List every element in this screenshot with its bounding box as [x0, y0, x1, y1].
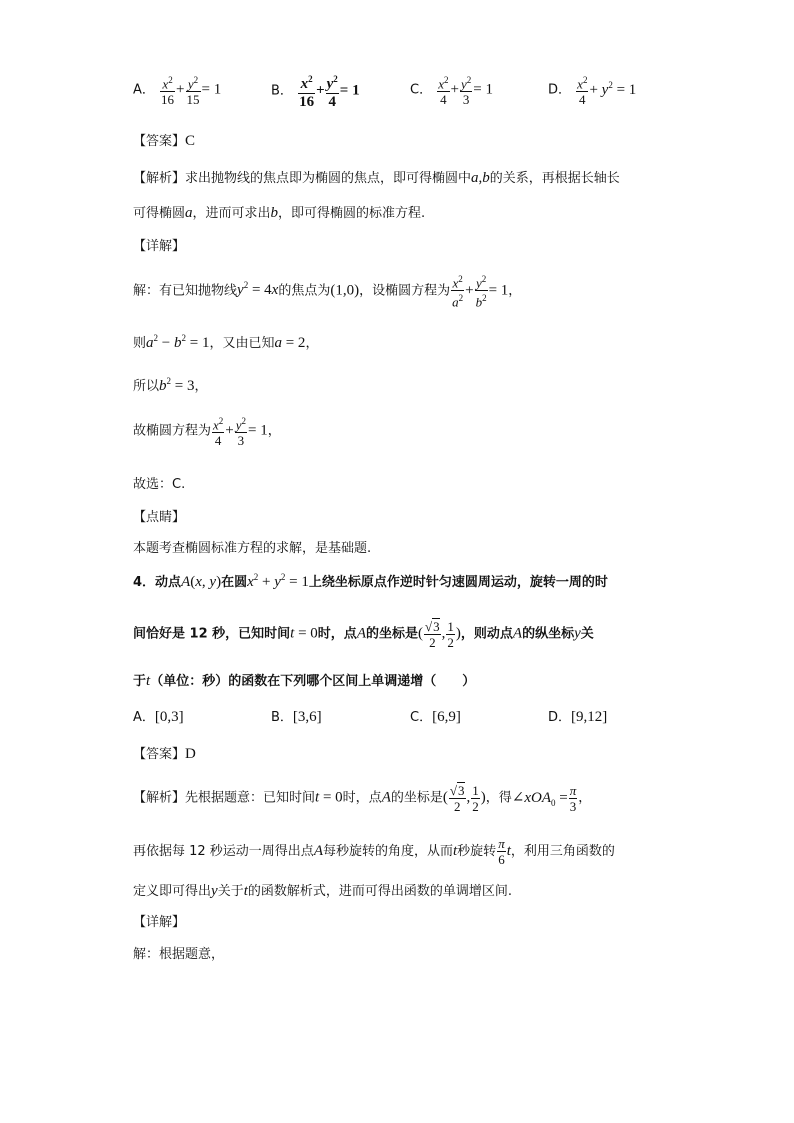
- text: （单位：秒）的函数在下列哪个区间上单调递增（ ）: [150, 674, 476, 689]
- text: 关于: [217, 884, 244, 899]
- text: ，: [194, 379, 208, 394]
- text: 动点: [155, 575, 182, 590]
- text: 再依据每 12 秒运动一周得出点: [133, 844, 314, 859]
- text: 秒旋转: [457, 844, 497, 859]
- q3-answer: [133, 130, 195, 150]
- math-frac: $\frac{√3}{2}$: [425, 619, 440, 650]
- q3-detail-tag: 【详解】: [133, 239, 186, 254]
- q3-option-a: A． $\frac{x^2}{16}$ + $\frac{y^2}{15}$ = 1: [133, 75, 222, 108]
- q4-option-d: [548, 706, 607, 726]
- math-frac: $\frac{x^2}{16}$: [298, 71, 315, 111]
- q4-analysis-line1: 【解析】先根据题意：已知时间t = 0时，点A的坐标是( $\frac{√3}{2}$ , $\frac{1}{2}$ )，得∠xOA$_0$ = $\frac{\pi}{3}$ ，: [133, 782, 592, 814]
- math-frac: $\frac{x^2}{a^2}$: [452, 274, 464, 310]
- math-frac: $\frac{x^2}{4}$: [213, 416, 224, 449]
- option-value: [3,6]: [292, 709, 322, 725]
- text: 故椭圆方程为: [133, 423, 212, 439]
- text: 先根据题意：已知时间: [185, 790, 316, 806]
- q4-stem-line2: 间恰好是 12 秒，已知时间t = 0时，点A的坐标是( $\frac{√3}{2}$ , $\frac{1}{2}$ )，则动点A的纵坐标y关: [133, 618, 594, 650]
- math-frac: $\frac{1}{2}$: [447, 618, 454, 650]
- answer-tag: 【答案】: [133, 134, 186, 149]
- q4-option-c: [410, 706, 461, 726]
- q4-analysis-line2: 再依据每 12 秒运动一周得出点A每秒旋转的角度，从而t秒旋转 $\frac{\pi}{6}$ t，利用三角函数的: [133, 836, 615, 867]
- text: 时，点: [342, 790, 382, 806]
- text: 解：有已知抛物线: [133, 283, 238, 299]
- math-frac: $\frac{y^2}{15}$: [186, 75, 200, 108]
- text: 的坐标是: [365, 626, 418, 642]
- text: 则: [133, 336, 147, 351]
- text: 间恰好是 12 秒，已知时间: [133, 626, 291, 642]
- analysis-tag: 【解析】: [133, 790, 186, 806]
- text: 在圆: [221, 575, 248, 590]
- q3-then-line: 则$a^2 - b^2 = 1$，又由已知a = 2，: [133, 333, 319, 351]
- text: ，进而可求出: [192, 206, 271, 221]
- q4-analysis-line3: 定义即可得出y关于t的函数解析式，进而可得出函数的单调增区间.: [133, 883, 513, 899]
- option-label: A．: [133, 82, 155, 98]
- q3-analysis-line2: 可得椭圆a，进而可求出b，即可得椭圆的标准方程.: [133, 205, 426, 221]
- math-frac: $\frac{1}{2}$: [472, 782, 479, 814]
- q4-detail-tag: 【详解】: [133, 915, 186, 930]
- q3-so-line: 所以$b^2 = 3$，: [133, 376, 208, 394]
- q3-choose: 故选：C.: [133, 477, 186, 492]
- q3-comment-tag: 【点睛】: [133, 510, 186, 525]
- text: ，则动点: [460, 626, 513, 642]
- option-label: C．: [410, 82, 433, 98]
- text: 时，点: [317, 626, 357, 642]
- option-value: [9,12]: [571, 709, 608, 725]
- q3-analysis-line1: 【解析】求出抛物线的焦点即为椭圆的焦点，即可得椭圆中a,b的关系，再根据长轴长: [133, 170, 620, 186]
- text: ，利用三角函数的: [510, 844, 615, 859]
- text: ，: [267, 423, 281, 439]
- math-frac: $\frac{y^2}{3}$: [460, 75, 472, 108]
- text: ，设椭圆方程为: [359, 283, 451, 299]
- math-frac: $\frac{x^2}{4}$: [438, 75, 449, 108]
- option-label: A．: [133, 710, 155, 725]
- question-number: 4．: [133, 575, 156, 590]
- q4-solution: 解：根据题意，: [133, 947, 225, 962]
- text: ，即可得椭圆的标准方程.: [278, 206, 426, 221]
- q3-thus-line: 故椭圆方程为 $\frac{x^2}{4}$ + $\frac{y^2}{3}$ = 1，: [133, 416, 281, 449]
- text: 求出抛物线的焦点即为椭圆的焦点，即可得椭圆中: [185, 171, 472, 186]
- option-label: D．: [548, 82, 572, 98]
- option-label: B．: [271, 710, 293, 725]
- text: ，得: [485, 790, 512, 806]
- option-label: B．: [271, 83, 293, 99]
- math-frac: $\frac{x^2}{4}$: [577, 75, 588, 108]
- text: 的焦点为: [278, 283, 331, 299]
- text: 的纵坐标: [522, 626, 575, 642]
- q3-option-d: D． $\frac{x^2}{4}$ + $y^2 = 1$: [548, 75, 637, 108]
- q4-stem-line1: 4．动点A(x, y)在圆$x^2 + y^2 = 1$上绕坐标原点作逆时针匀速圆周运动，旋转一周的时: [133, 572, 608, 590]
- answer-value: C: [185, 133, 196, 149]
- math-frac: $\frac{√3}{2}$: [449, 783, 465, 814]
- answer-value: D: [185, 746, 196, 762]
- q4-option-a: [133, 706, 184, 726]
- option-value: [0,3]: [154, 709, 184, 725]
- q4-option-b: [271, 706, 322, 726]
- text: 定义即可得出: [133, 884, 212, 899]
- text: 每秒旋转的角度，从而: [322, 844, 453, 859]
- math-frac: $\frac{y^2}{b^2}$: [475, 274, 487, 310]
- text: 的坐标是: [390, 790, 443, 806]
- text: 关: [580, 626, 594, 642]
- option-label: D．: [548, 710, 572, 725]
- q3-option-c: C． $\frac{x^2}{4}$ + $\frac{y^2}{3}$ = 1: [410, 75, 493, 108]
- text: 可得椭圆: [133, 206, 186, 221]
- math-frac: $\frac{\pi}{3}$: [569, 782, 577, 814]
- text: 上绕坐标原点作逆时针匀速圆周运动，旋转一周的时: [308, 575, 608, 590]
- q4-answer: [133, 743, 196, 763]
- text: 于: [133, 674, 147, 689]
- math-frac: $\frac{\pi}{6}$: [498, 836, 505, 867]
- text: 的函数解析式，进而可得出函数的单调增区间.: [247, 884, 513, 899]
- math-frac: $\frac{y^2}{3}$: [235, 416, 247, 449]
- option-label: C．: [410, 710, 433, 725]
- math-frac: $\frac{y^2}{4}$: [326, 71, 339, 111]
- q3-solution-line: 解：有已知抛物线$y^2 = 4x$的焦点为(1,0)，设椭圆方程为 $\frac{x^2}{a^2}$ + $\frac{y^2}{b^2}$ = 1，: [133, 274, 522, 310]
- math-frac: $\frac{x^2}{16}$: [161, 75, 175, 108]
- option-value: [6,9]: [432, 709, 461, 725]
- text: ，: [508, 283, 522, 299]
- q3-comment: 本题考查椭圆标准方程的求解，是基础题.: [133, 541, 372, 556]
- text: ，: [305, 336, 319, 351]
- text: ，又由已知: [209, 336, 275, 351]
- q4-stem-line3: 于t（单位：秒）的函数在下列哪个区间上单调递增（ ）: [133, 673, 476, 689]
- text: 的关系，再根据长轴长: [489, 171, 620, 186]
- text: ，: [578, 790, 592, 806]
- q3-option-b: B． $\frac{x^2}{16}$ + $\frac{y^2}{4}$ = 1: [271, 71, 360, 111]
- answer-tag: 【答案】: [133, 747, 186, 762]
- analysis-tag: 【解析】: [133, 171, 186, 186]
- text: 所以: [133, 379, 160, 394]
